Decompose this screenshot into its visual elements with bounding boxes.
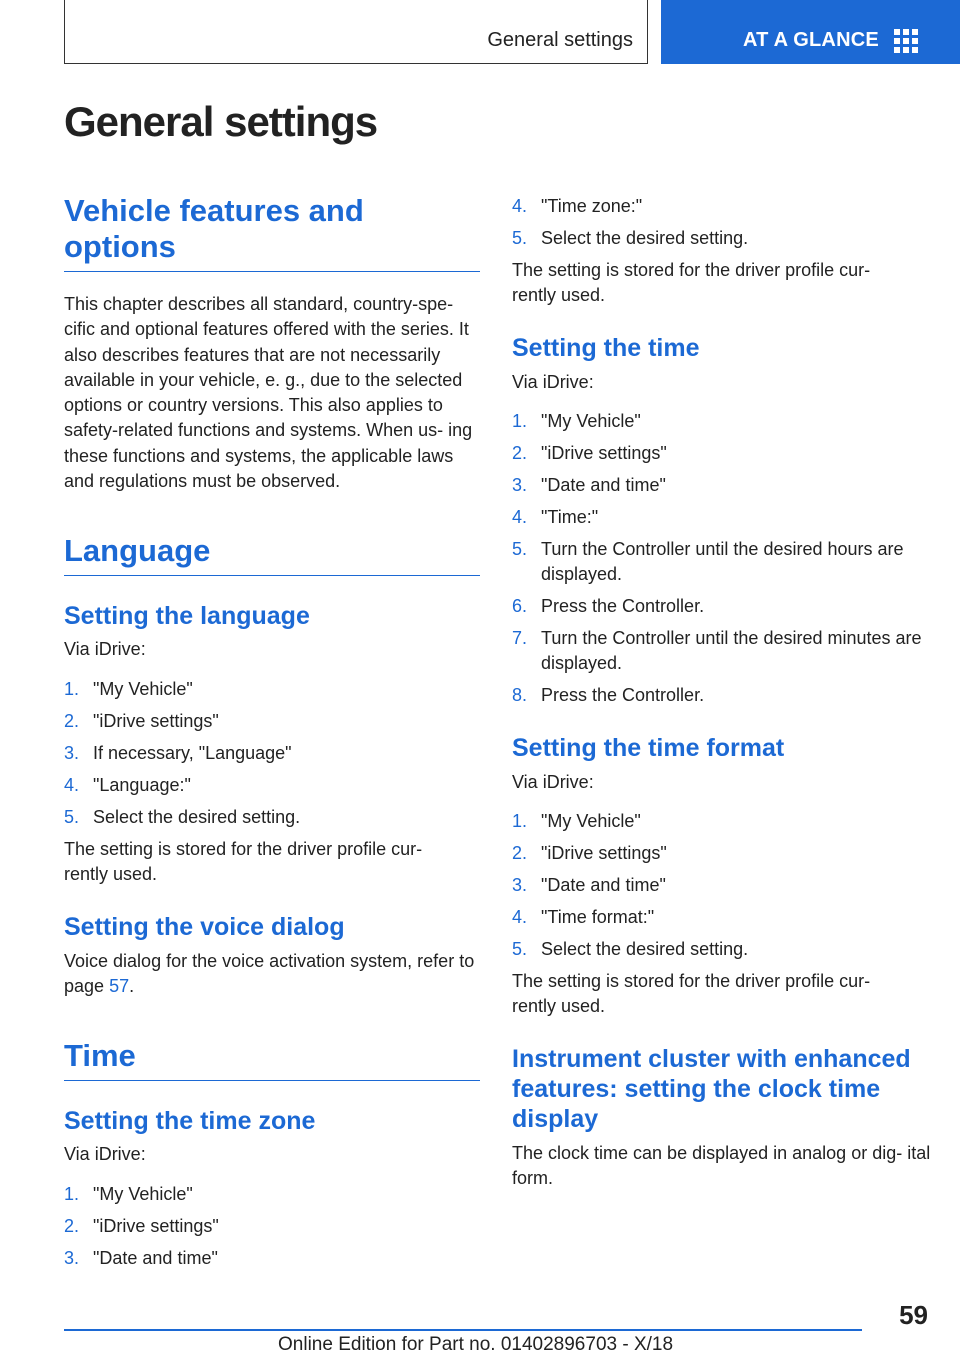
via-idrive-label: Via iDrive: — [64, 639, 146, 659]
page-link[interactable]: 57 — [109, 976, 130, 997]
page-number: 59 — [899, 1300, 928, 1330]
header-chapter-title: AT A GLANCE — [743, 29, 879, 51]
heading-setting-time: Setting the time — [512, 334, 700, 362]
heading-time-format: Setting the time format — [512, 734, 785, 762]
heading-time-zone: Setting the time zone — [64, 1107, 316, 1135]
header-section-box — [64, 0, 648, 64]
page-title: General settings — [64, 98, 378, 145]
via-idrive-label: Via iDrive: — [512, 772, 594, 792]
via-idrive-label: Via iDrive: — [64, 1144, 146, 1164]
stored-note: The setting is stored for the driver profile cur- rently used. — [512, 971, 871, 1017]
heading-instrument-cluster: Instrument cluster with enhanced features: setting the clock time display — [512, 1045, 911, 1133]
heading-setting-language: Setting the language — [64, 602, 310, 630]
cluster-paragraph: The clock time can be displayed in analog or dig- ital form. — [512, 1143, 931, 1189]
stored-note: The setting is stored for the driver profile cur- rently used. — [512, 260, 871, 306]
heading-time: Time — [64, 1038, 480, 1081]
features-paragraph: This chapter describes all standard, country-spe- cific and optional features offered with the series. It also describes features that are not necessarily available in your vehicle, e. g., due to the selected options or country versions. This also applies to safety-related functions and systems. When us- ing these functions and systems, the applicable laws and regulations must be observed. — [64, 294, 473, 492]
grid-icon — [894, 29, 922, 53]
heading-vehicle-features: Vehicle features and options — [64, 193, 480, 272]
via-idrive-label: Via iDrive: — [512, 372, 594, 392]
heading-language: Language — [64, 533, 480, 576]
header-section-title: General settings — [487, 29, 633, 51]
footer-divider — [64, 1329, 862, 1331]
header-chapter-tab[interactable] — [661, 0, 960, 64]
heading-voice-dialog: Setting the voice dialog — [64, 913, 345, 941]
stored-note: The setting is stored for the driver profile cur- rently used. — [64, 839, 423, 885]
footer-edition: Online Edition for Part no. 01402896703 - X/18 — [278, 1334, 674, 1355]
voice-paragraph: Voice dialog for the voice activation system, refer to page 57. — [64, 951, 475, 997]
